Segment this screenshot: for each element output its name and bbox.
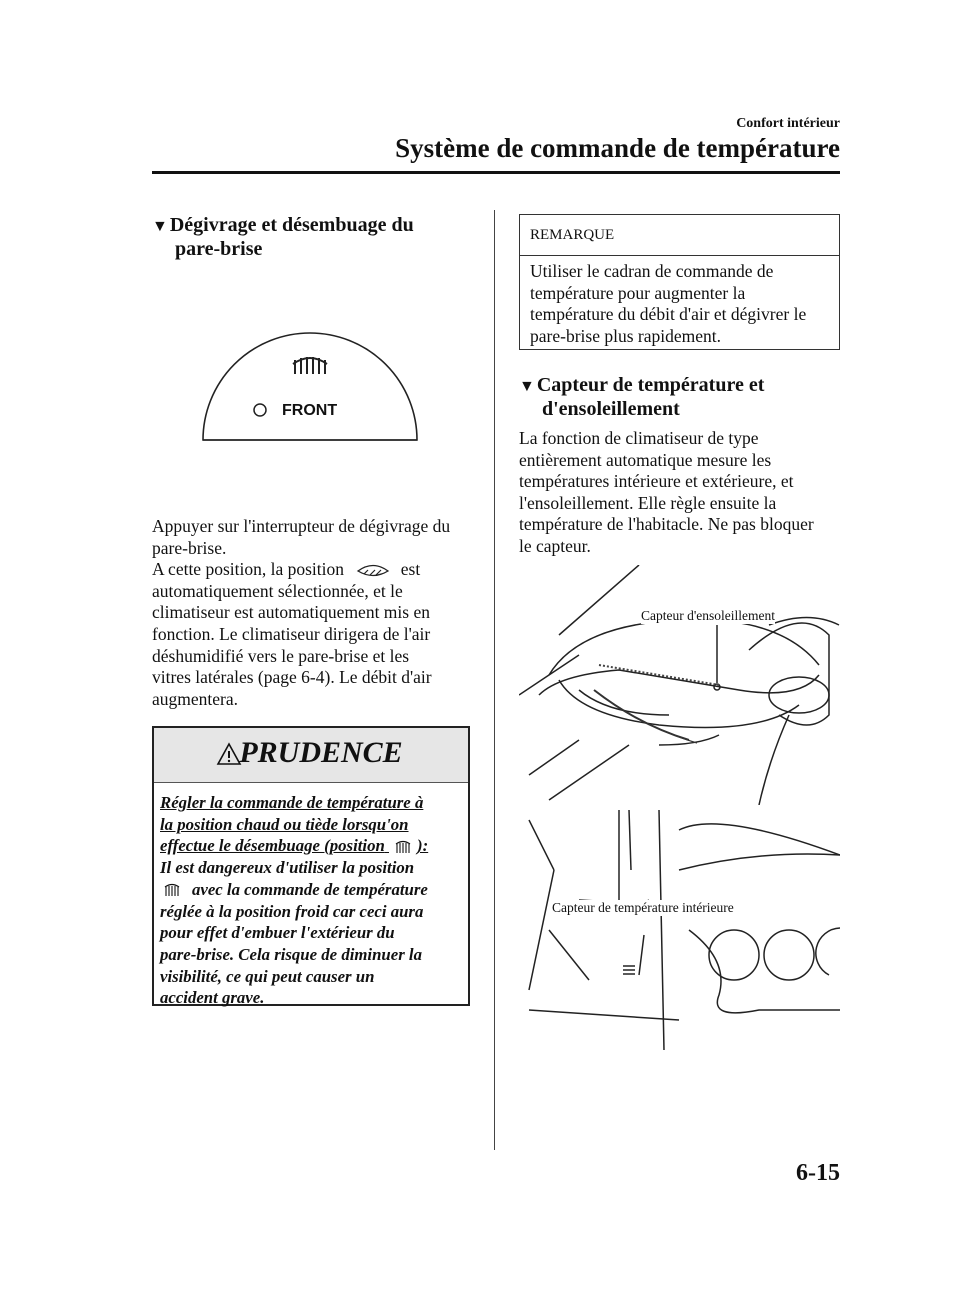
indicator-light-icon [254,404,266,416]
left-paragraph: Appuyer sur l'interrupteur de dégivrage du pare-brise. A cette position, la position est automatiquement sélectionnée, et le climatiseur est automatiquement mis en fonction. Le climatiseur dirigera de l'air déshumidifié vers le pare-brise et les vitres latérales (page 6-4). Le débit d'air augmentera. [152,516,451,709]
note-title: REMARQUE [530,227,615,243]
windshield-airflow-icon [356,562,390,580]
note-box [519,214,840,350]
note-text: Utiliser le cadran de commande de température pour augmenter la température du débit d'air et dégivrer le pare-brise plus rapidement. [530,261,807,346]
front-label: FRONT [282,402,338,419]
header-rule [152,171,840,174]
page-title: Système de commande de température [395,133,840,163]
caution-text: Régler la commande de température à la position chaud ou tiède lorsqu'on effectue le désembuage (position ): Il est dangereux d'utiliser la position avec la commande de température réglée à la position froid car ceci aura pour effet d'embuer l'extérieur du pare-brise. Cela risque de diminuer la visibilité, ce qui peut causer un accident grave. [160,793,429,1008]
sensor-grille-icon [623,966,635,974]
sunlight-sensor-figure [519,565,840,805]
defrost-small-icon [162,883,182,899]
front-defrost-icon [293,357,327,374]
interior-temp-sensor-figure [519,810,840,1055]
caution-title: PRUDENCE [239,736,403,769]
sunlight-sensor-label: Capteur d'ensoleillement [641,608,776,623]
right-paragraph: La fonction de climatiseur de type entièrement automatique mesure les températures intérieure et extérieure, et l'ensoleillement. Elle règle ensuite la température de l'habitacle. Ne pas bloquer le capteur. [519,428,814,556]
interior-temp-sensor-label: Capteur de température intérieure [552,900,734,915]
section-heading-defrost: ▼ Dégivrage et désembuage du pare-brise [152,214,414,260]
triangle-bullet-icon: ▼ [519,378,535,395]
triangle-bullet-icon: ▼ [152,218,168,235]
front-defrost-switch-figure [195,330,425,445]
section-heading-sensor: ▼ Capteur de température et d'ensoleillement [519,374,765,420]
section-name: Confort intérieur [736,116,840,131]
column-divider [494,210,495,1150]
caution-header [154,728,468,783]
defrost-small-icon [393,840,413,856]
caution-box [152,726,470,1006]
page-number: 6-15 [796,1160,840,1186]
